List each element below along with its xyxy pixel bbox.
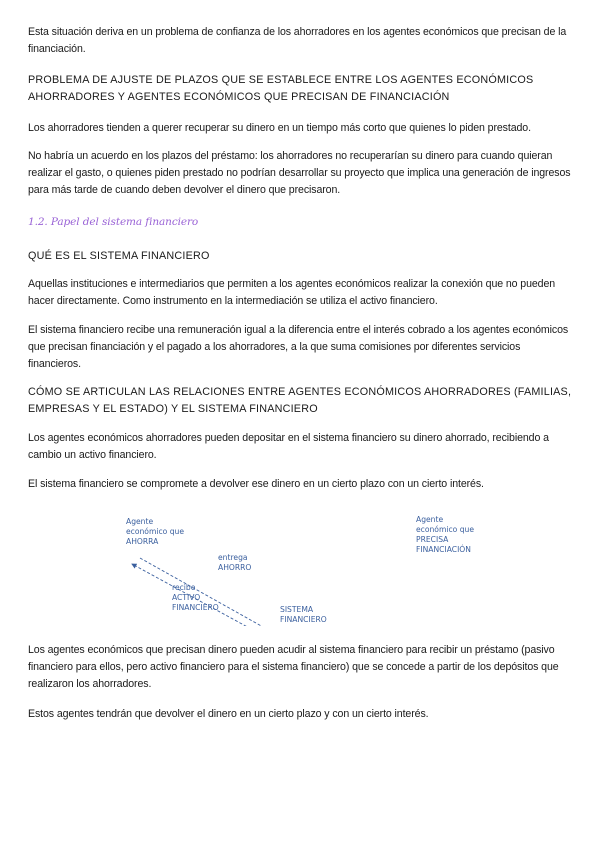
heading-relaciones: CÓMO SE ARTICULAN LAS RELACIONES ENTRE AGENTES ECONÓMICOS AHORRADORES (FAMILIAS, EMPRESAS Y EL ESTADO) Y EL SISTEMA FINANCIERO [28, 386, 572, 415]
precisa-label-4: FINANCIACIÓN [416, 545, 471, 554]
paragraph-plazos-1: Los ahorradores tienden a querer recuperar su dinero en un tiempo más corto que quienes lo piden prestado. [28, 122, 531, 134]
subsection-title: 1.2. Papel del sistema financiero [28, 216, 199, 228]
flow-diagram [28, 516, 576, 626]
ahorra-label-3: AHORRA [126, 537, 159, 546]
sistema-label-1: SISTEMA [280, 605, 314, 614]
paragraph-relaciones-2: El sistema financiero se compromete a devolver ese dinero en un cierto plazo con un cierto interés. [28, 478, 484, 490]
paragraph-relaciones-1: Los agentes económicos ahorradores pueden depositar en el sistema financiero su dinero ahorrado, recibiendo a cambio un activo financiero. [28, 432, 549, 461]
heading-ajuste-plazos: PROBLEMA DE AJUSTE DE PLAZOS QUE SE ESTABLECE ENTRE LOS AGENTES ECONÓMICOS AHORRADORES Y AGENTES ECONÓMICOS QUE PRECISAN DE FINANCIACIÓN [28, 74, 534, 103]
ahorra-label-1: Agente [126, 517, 154, 526]
precisa-label-1: Agente [416, 516, 444, 524]
entrega-label-1: entrega [218, 553, 248, 562]
recibe-label-3: FINANCIERO [172, 603, 219, 612]
precisa-label-3: PRECISA [416, 535, 449, 544]
intro-paragraph: Esta situación deriva en un problema de confianza de los ahorradores en los agentes económicos que precisan de la financiación. [28, 26, 567, 55]
ahorra-label-2: económico que [126, 527, 184, 536]
paragraph-relaciones-4: Estos agentes tendrán que devolver el dinero en un cierto plazo y con un cierto interés. [28, 708, 429, 720]
recibe-label-1: recibe [172, 583, 196, 592]
sistema-label-2: FINANCIERO [280, 615, 327, 624]
heading-que-es: QUÉ ES EL SISTEMA FINANCIERO [28, 250, 210, 262]
paragraph-plazos-2: No habría un acuerdo en los plazos del préstamo: los ahorradores no recuperarían su dinero para cuando quieran realizar el gasto, o quienes piden prestado no podrían desarrollar su proyecto que implica una generación de ingresos para más tarde de cuando deben devolver el dinero que precisaron. [28, 150, 571, 196]
recibe-label-2: ACTIVO [172, 593, 201, 602]
entrega-label-2: AHORRO [218, 563, 252, 572]
precisa-label-2: económico que [416, 525, 474, 534]
arrow-entrega-ahorro [140, 558, 272, 626]
paragraph-que-es-1: Aquellas instituciones e intermediarios que permiten a los agentes económicos realizar la conexión que no pueden hacer directamente. Como instrumento en la intermediación se utiliza el activo financiero. [28, 278, 556, 307]
paragraph-relaciones-3: Los agentes económicos que precisan dinero pueden acudir al sistema financiero para recibir un préstamo (pasivo financiero para ellos, pero activo financiero para el sistema financiero) que se concede a partir de los depósitos que realizaron los ahorradores. [28, 644, 559, 690]
paragraph-que-es-2: El sistema financiero recibe una remuneración igual a la diferencia entre el interés cobrado a los agentes económicos que precisan financiación y el pagado a los ahorradores, a la que suma comisiones por diferentes servicios financieros. [28, 324, 569, 370]
